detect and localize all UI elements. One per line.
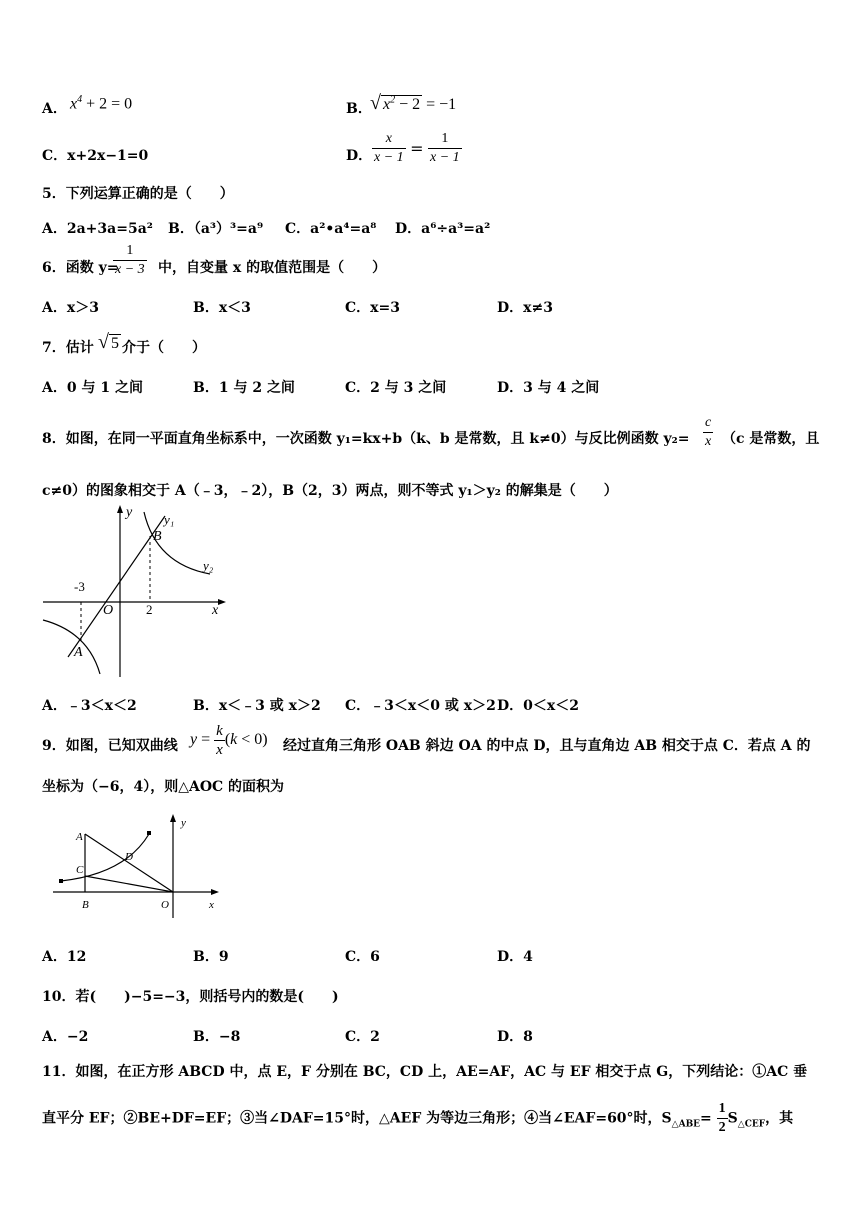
q9-figure <box>45 810 225 920</box>
q10-stem: 10．若( )−5=−3，则括号内的数是( ) <box>42 989 339 1005</box>
q11-sub-abe: △ABE <box>671 1119 701 1130</box>
q8-label-y: y <box>126 505 133 520</box>
q8-label-origin: O <box>103 603 114 618</box>
q10-option-b[interactable]: B．−8 <box>193 1029 241 1045</box>
q4-option-b-math: √ $x^2 - 2 = -1$ <box>370 92 457 114</box>
q9-option-d[interactable]: D．4 <box>497 949 533 965</box>
q4-option-c[interactable]: C．x+2x−1=0 <box>42 148 149 164</box>
q11-half: $\frac{1}{2}$ <box>718 1101 726 1135</box>
q8-label-y1: y₁ <box>164 512 175 527</box>
q8-label-2: 2 <box>146 602 153 617</box>
q6-stem-post: 中，自变量 x 的取值范围是（ ） <box>158 260 387 276</box>
q7-option-b[interactable]: B．1 与 2 之间 <box>193 380 295 396</box>
q9-curve-end-marker <box>147 831 151 835</box>
q7-option-a[interactable]: A．0 与 1 之间 <box>42 380 143 396</box>
q9-label-c: C <box>76 864 84 876</box>
q9-x-arrow <box>211 889 219 895</box>
q9-option-c[interactable]: C．6 <box>345 949 380 965</box>
q5-stem: 5．下列运算正确的是（ ） <box>42 186 234 202</box>
q6-option-b[interactable]: B．x＜3 <box>193 300 251 316</box>
q6-stem-pre: 6．函数 y= <box>42 260 119 276</box>
q9-y-arrow <box>170 814 176 822</box>
q7-option-c[interactable]: C．2 与 3 之间 <box>345 380 447 396</box>
q9-label-o: O <box>161 899 169 911</box>
q4-option-a-label[interactable]: A． <box>42 101 67 117</box>
q8-fraction-c-over-x: $\frac{c}{x}$ <box>705 415 712 449</box>
q7-option-d[interactable]: D．3 与 4 之间 <box>497 380 600 396</box>
q8-figure <box>40 502 230 682</box>
q8-option-d[interactable]: D．0＜x＜2 <box>497 698 579 714</box>
q10-option-a[interactable]: A．−2 <box>42 1029 89 1045</box>
q6-option-c[interactable]: C．x=3 <box>345 300 400 316</box>
q11-line2-text: 直平分 EF；②BE+DF=EF；③当∠DAF=15°时，△AEF 为等边三角形；④当∠EAF=60°时，S <box>42 1110 672 1127</box>
q8-option-b[interactable]: B．x＜﹣3 或 x＞2 <box>193 698 321 714</box>
q9-side-oa <box>85 834 173 892</box>
q8-label-minus3: -3 <box>74 579 85 594</box>
q9-label-y: y <box>181 817 186 829</box>
q5-option-b[interactable]: B．（a³）³=a⁹ <box>168 221 264 237</box>
q11-s2: S <box>727 1110 738 1127</box>
q9-hyperbola <box>61 834 149 881</box>
q9-option-b[interactable]: B．9 <box>193 949 229 965</box>
q5-option-d[interactable]: D．a⁶÷a³=a² <box>395 221 491 237</box>
q8-option-c[interactable]: C．﹣3＜x＜0 或 x＞2 <box>345 698 496 714</box>
q8-hyperbola-branch-2 <box>43 620 100 674</box>
q8-y-arrow <box>117 505 123 513</box>
q6-fraction: $\frac{1}{x - 3}$ <box>115 243 145 277</box>
q5-option-a[interactable]: A．2a+3a=5a² <box>42 221 153 237</box>
q9-label-b: B <box>82 899 89 911</box>
q11-sub-cef: △CEF <box>737 1119 766 1130</box>
q9-option-a[interactable]: A．12 <box>42 949 87 965</box>
q11-line1: 11．如图，在正方形 ABCD 中，点 E，F 分别在 BC，CD 上，AE=AF，AC 与 EF 相交于点 G，下列结论：①AC 垂 <box>42 1064 808 1080</box>
q4-option-b-label[interactable]: B． <box>346 101 372 117</box>
q7-stem-post: 介于（ ） <box>122 340 206 356</box>
q11-tail: ，其 <box>765 1110 794 1127</box>
q4-option-d-math: $\frac{x}{x - 1}$ = $\frac{1}{x - 1}$ <box>374 131 460 165</box>
q6-option-d[interactable]: D．x≠3 <box>497 300 553 316</box>
q8-line1-post: （c 是常数，且 <box>722 431 820 447</box>
q9-line1-pre: 9．如图，已知双曲线 <box>42 738 178 754</box>
q8-line1-pre: 8．如图，在同一平面直角坐标系中，一次函数 y₁=kx+b（k、b 是常数，且 k≠0）与反比例函数 y₂= <box>42 431 690 447</box>
q8-label-x: x <box>212 603 219 618</box>
q9-line2: 坐标为（−6，4），则△AOC 的面积为 <box>42 779 285 795</box>
q9-label-a: A <box>76 831 83 843</box>
q4-option-a-math: $x^4 + 2 = 0$ <box>70 94 133 113</box>
q9-hyperbola-formula: y = $\frac{k}{x}$ (k < 0) <box>190 723 268 758</box>
q4-option-d-label[interactable]: D． <box>346 148 373 164</box>
q8-line2: c≠0）的图象相交于 A（﹣3，﹣2），B（2，3）两点，则不等式 y₁＞y₂ 的解集是（ ） <box>42 483 618 499</box>
q8-option-a[interactable]: A．﹣3＜x＜2 <box>42 698 137 714</box>
q9-label-x: x <box>209 899 214 911</box>
q5-option-c[interactable]: C．a²•a⁴=a⁸ <box>285 221 377 237</box>
q7-sqrt5: √ 5 <box>98 331 119 353</box>
q6-option-a[interactable]: A．x＞3 <box>42 300 99 316</box>
q8-x-arrow <box>218 599 226 605</box>
q8-label-point-b: B <box>153 529 162 544</box>
q9-label-d: D <box>125 851 133 863</box>
q11-line2 <box>42 1100 793 1137</box>
q9-line1-post: 经过直角三角形 OAB 斜边 OA 的中点 D，且与直角边 AB 相交于点 C．若点 A 的 <box>283 738 811 754</box>
q9-curve-start-marker <box>59 879 63 883</box>
q8-label-y2: y₂ <box>203 558 214 573</box>
q10-option-d[interactable]: D．8 <box>497 1029 533 1045</box>
q7-stem-pre: 7．估计 <box>42 340 94 356</box>
q11-equals: = <box>700 1110 712 1127</box>
q8-label-point-a: A <box>74 645 83 660</box>
q10-option-c[interactable]: C．2 <box>345 1029 380 1045</box>
